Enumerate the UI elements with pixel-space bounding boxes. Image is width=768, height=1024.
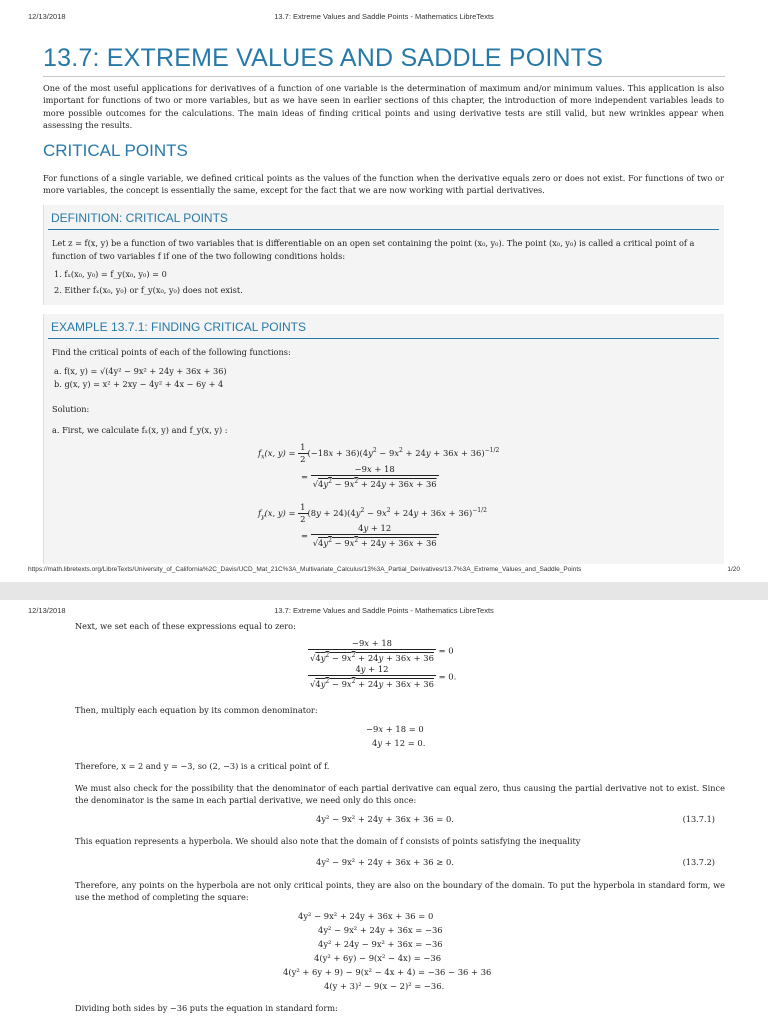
example-box: [43, 314, 724, 564]
hyperbola-eq: 4y² − 9x² + 24y + 36x + 36 = 0.: [316, 814, 454, 824]
print-footer: [28, 566, 740, 578]
example-title: EXAMPLE 13.7.1: FINDING CRITICAL POINTS: [51, 320, 306, 334]
pdf-page-2: [0, 600, 768, 1024]
intro-paragraph: One of the most useful applications for derivatives of a function of one variable is the determination of maximum and/or minimum values. This application is also important for functions of two or more variables, but as we have seen in earlier sections of this chapter, the introduction of more independent variables leads to more possible outcomes for the calculations. The main ideas of finding critical points and using derivative tests are still valid, but new wrinkles appear when assessing the results.: [43, 83, 724, 131]
definition-text-2: function of two variables f if one of the two following conditions holds:: [52, 251, 346, 261]
multiply-eq-1: −9x + 18 = 0: [366, 724, 424, 734]
fx-equation: $f_x(x$, y) = $\frac{1}{2}$ $(-18x + 36)(4y^2 - 9x^2 + 24y + 36x + 36)^{-1/2}$: [258, 442, 500, 464]
page-number: 1/20: [727, 566, 740, 573]
complete-square-step-2: 4y² − 9x² + 24y + 36x = −36: [318, 925, 443, 935]
section-title: CRITICAL POINTS: [43, 141, 188, 160]
example-item-b: b. g(x, y) = x² + 2xy − 4y² + 4x − 6y + 4: [54, 379, 224, 389]
p2-text-5: This equation represents a hyperbola. We should also note that the domain of f consists of points satisfying the inequality: [75, 836, 581, 846]
page-url: https://math.libretexts.org/LibreTexts/University_of_California%2C_Davis/UCD_Mat_21C%3A_Multivariate_Calculus/13%3A_Partial_Derivatives/13.7%3A_Extreme_Values_and_Saddle_Points: [28, 566, 582, 573]
print-header-2: [28, 606, 740, 618]
p2-text-6: Therefore, any points on the hyperbola are not only critical points, they are also on the boundary of the domain. To put the hyperbola in standard form, we use the method of completing the square:: [75, 880, 725, 903]
p2-text-4: We must also check for the possibility that the denominator of each partial derivative can equal zero, thus causing the partial derivative not to exist. Since the denominator is the same in each partial derivative, we need only do this once:: [75, 783, 725, 806]
complete-square-step-4: 4(y² + 6y) − 9(x² − 4x) = −36: [314, 953, 442, 963]
eq-number-2: (13.7.2): [682, 857, 715, 867]
definition-box: [43, 205, 724, 305]
print-title-2: 13.7: Extreme Values and Saddle Points - Mathematics LibreTexts: [274, 606, 494, 615]
solution-step-a: a. First, we calculate fₓ(x, y) and f_y(x, y) :: [52, 425, 228, 435]
complete-square-step-6: 4(y + 3)² − 9(x − 2)² = −36.: [324, 981, 445, 991]
print-date-2: 12/13/2018: [28, 606, 66, 615]
fy-equation: $f_y(x$, y) = $\frac{1}{2}$ $(8y + 24)(4y^2 - 9x^2 + 24y + 36x + 36)^{-1/2}$: [258, 502, 487, 524]
print-header: [28, 12, 740, 24]
definition-item-2: 2. Either fₓ(x₀, y₀) or f_y(x₀, y₀) does not exist.: [54, 285, 243, 295]
fx-simplified: = $\frac{-9x + 18}{√4y^2 - 9x^2 + 24y + 36x + 36}$: [301, 464, 437, 489]
example-prompt: Find the critical points of each of the following functions:: [52, 347, 291, 357]
eq-number-1: (13.7.1): [682, 814, 715, 824]
p2-text-7: Dividing both sides by −36 puts the equation in standard form:: [75, 1003, 338, 1013]
p2-text-2: Then, multiply each equation by its common denominator:: [75, 705, 318, 715]
section-paragraph: For functions of a single variable, we defined critical points as the values of the function when the derivative equals zero or does not exist. For functions of two or more variables, the concept is essentially the same, except for the fact that we are now working with partial derivatives.: [43, 173, 724, 196]
set-zero-eq-2: $\frac{4y + 12}{√4y^2 - 9x^2 + 24y + 36x + 36}$ = 0.: [310, 664, 457, 689]
page-title: 13.7: EXTREME VALUES AND SADDLE POINTS: [43, 44, 604, 72]
fy-simplified: = $\frac{4y + 12}{√4y^2 - 9x^2 + 24y + 36x + 36}$: [301, 523, 437, 548]
title-divider: [43, 76, 725, 77]
print-title: 13.7: Extreme Values and Saddle Points - Mathematics LibreTexts: [274, 12, 494, 21]
example-item-a: a. f(x, y) = √(4y² − 9x² + 24y + 36x + 36): [54, 366, 227, 376]
domain-inequality: 4y² − 9x² + 24y + 36x + 36 ≥ 0.: [316, 857, 454, 867]
complete-square-step-1: 4y² − 9x² + 24y + 36x + 36 = 0: [298, 911, 434, 921]
set-zero-eq-1: $\frac{-9x + 18}{√4y^2 - 9x^2 + 24y + 36x + 36}$ = 0: [310, 638, 454, 663]
print-date: 12/13/2018: [28, 12, 66, 21]
definition-title: DEFINITION: CRITICAL POINTS: [51, 211, 228, 225]
p2-text-3: Therefore, x = 2 and y = −3, so (2, −3) is a critical point of f.: [75, 761, 330, 771]
complete-square-step-5: 4(y² + 6y + 9) − 9(x² − 4x + 4) = −36 − 36 + 36: [283, 967, 492, 977]
definition-item-1: 1. fₓ(x₀, y₀) = f_y(x₀, y₀) = 0: [54, 269, 167, 279]
solution-label: Solution:: [52, 404, 90, 414]
multiply-eq-2: 4y + 12 = 0.: [372, 738, 426, 748]
definition-text: Let z = f(x, y) be a function of two variables that is differentiable on an open set containing the point (x₀, y₀). The point (x₀, y₀) is called a critical point of a: [52, 238, 695, 248]
complete-square-step-3: 4y² + 24y − 9x² + 36x = −36: [318, 939, 443, 949]
p2-text-1: Next, we set each of these expressions equal to zero:: [75, 621, 296, 631]
